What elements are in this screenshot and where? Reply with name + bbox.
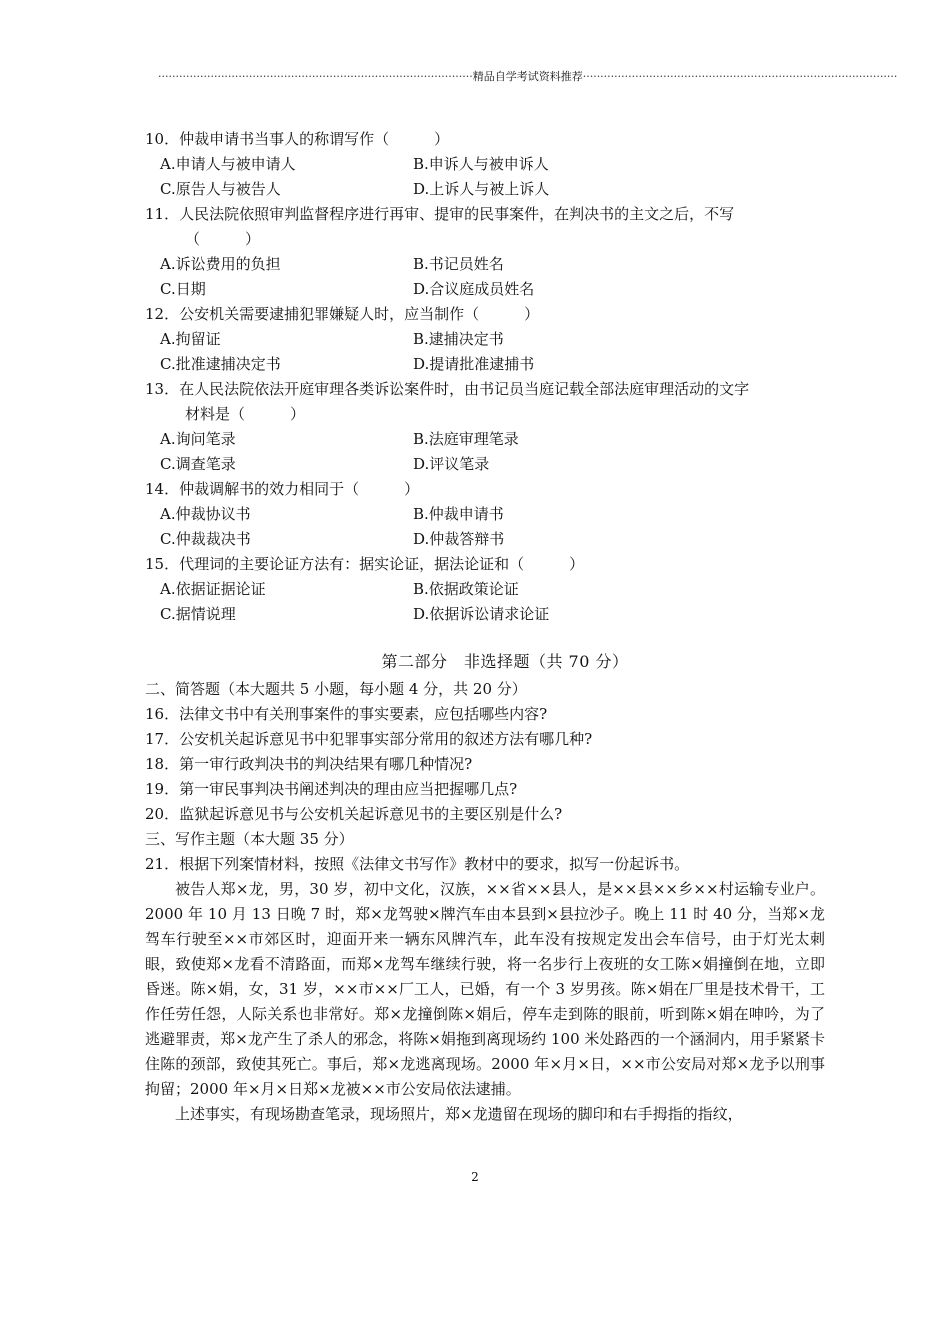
option-c: C.日期 (160, 280, 206, 298)
option-b: B.逮捕决定书 (413, 330, 504, 348)
option-b: B.申诉人与被申诉人 (413, 155, 549, 173)
writing-heading: 三、写作主题（本大题 35 分） (145, 830, 354, 848)
option-c: C.原告人与被告人 (160, 180, 281, 198)
option-a: A.拘留证 (160, 330, 221, 348)
question-stem: 11．人民法院依照审判监督程序进行再审、提审的民事案件，在判决书的主文之后，不写 (145, 205, 735, 223)
evidence-paragraph: 上述事实，有现场勘查笔录，现场照片，郑×龙遗留在现场的脚印和右手拇指的指纹， (175, 1105, 743, 1123)
option-a: A.依据证据论证 (160, 580, 266, 598)
header-dots-right: ·························································································· (582, 70, 898, 83)
part-two-title: 第二部分 非选择题（共 70 分） (381, 652, 629, 671)
question-14 (145, 477, 825, 552)
options-row (145, 602, 825, 627)
option-b: B.依据政策论证 (413, 580, 519, 598)
question-21: 21．根据下列案情材料，按照《法律文书写作》教材中的要求，拟写一份起诉书。 (145, 855, 690, 873)
question-10 (145, 127, 825, 202)
question-stem: 12．公安机关需要逮捕犯罪嫌疑人时，应当制作（ ） (145, 305, 540, 323)
option-c: C.据情说理 (160, 605, 236, 623)
page-number: 2 (471, 1170, 479, 1184)
option-a: A.诉讼费用的负担 (160, 255, 281, 273)
page-header (158, 70, 898, 84)
option-c: C.仲裁裁决书 (160, 530, 251, 548)
option-c: C.批准逮捕决定书 (160, 355, 281, 373)
question-17: 17．公安机关起诉意见书中犯罪事实部分常用的叙述方法有哪几种? (145, 730, 593, 748)
header-dots-left: ·························································································· (158, 70, 473, 83)
option-a: A.申请人与被申请人 (160, 155, 296, 173)
option-c: C.调查笔录 (160, 455, 236, 473)
options-row (145, 577, 825, 602)
question-13 (145, 377, 825, 477)
options-row (145, 327, 825, 352)
options-row (145, 452, 825, 477)
question-18: 18．第一审行政判决书的判决结果有哪几种情况? (145, 755, 473, 773)
options-row (145, 252, 825, 277)
question-11 (145, 202, 825, 302)
question-stem: 10．仲裁申请书当事人的称谓写作（ ） (145, 130, 450, 148)
question-20: 20．监狱起诉意见书与公安机关起诉意见书的主要区别是什么? (145, 805, 563, 823)
option-b: B.书记员姓名 (413, 255, 504, 273)
question-stem: 15．代理词的主要论证方法有：据实论证，据法论证和（ ） (145, 555, 585, 573)
option-b: B.法庭审理笔录 (413, 430, 519, 448)
options-row (145, 152, 825, 177)
option-d: D.提请批准逮捕书 (413, 355, 535, 373)
short-answer-heading: 二、简答题（本大题共 5 小题，每小题 4 分，共 20 分） (145, 680, 527, 698)
options-row (145, 502, 825, 527)
option-d: D.合议庭成员姓名 (413, 280, 535, 298)
question-stem: 14．仲裁调解书的效力相同于（ ） (145, 480, 420, 498)
option-d: D.上诉人与被上诉人 (413, 180, 550, 198)
options-row (145, 177, 825, 202)
option-d: D.评议笔录 (413, 455, 490, 473)
question-19: 19．第一审民事判决书阐述判决的理由应当把握哪几点? (145, 780, 518, 798)
case-material-paragraph: 被告人郑×龙，男，30 岁，初中文化，汉族，××省××县人，是××县××乡××村运输专业户。2000 年 10 月 13 日晚 7 时，郑×龙驾驶×牌汽车由本县到×县拉沙子。晚上 11 时 40 分，当郑×龙驾车行驶至××市郊区时，迎面开来一辆东风牌汽车，此车没有按规定发出会车信号，由于灯光太刺眼，致使郑×龙看不清路面，而郑×龙驾车继续行驶，将一名步行上夜班的女工陈×娟撞倒在地，立即昏迷。陈×娟，女，31 岁，××市××厂工人，已婚，有一个 3 岁男孩。陈×娟在厂里是技术骨干，工作任劳任怨，人际关系也非常好。郑×龙撞倒陈×娟后，停车走到陈的眼前，听到陈×娟在呻吟，为了逃避罪责，郑×龙产生了杀人的邪念，将陈×娟拖到离现场约 100 米处路西的一个涵洞内，用手紧紧卡住陈的颈部，致使其死亡。事后，郑×龙逃离现场。2000 年×月×日，××市公安局对郑×龙予以刑事拘留；2000 年×月×日郑×龙被××市公安局依法逮捕。 (145, 880, 825, 1098)
option-b: B.仲裁申请书 (413, 505, 504, 523)
question-16: 16．法律文书中有关刑事案件的事实要素，应包括哪些内容? (145, 705, 548, 723)
option-a: A.询问笔录 (160, 430, 236, 448)
option-a: A.仲裁协议书 (160, 505, 251, 523)
question-15 (145, 552, 825, 627)
question-stem-continued: 材料是（ ） (185, 405, 306, 423)
option-d: D.依据诉讼请求论证 (413, 605, 550, 623)
options-row (145, 527, 825, 552)
question-12 (145, 302, 825, 377)
document-body (145, 127, 825, 1127)
header-title: 精品自学考试资料推荐 (472, 70, 583, 83)
options-row (145, 352, 825, 377)
options-row (145, 277, 825, 302)
options-row (145, 427, 825, 452)
question-stem-continued: （ ） (185, 230, 261, 248)
question-stem: 13．在人民法院依法开庭审理各类诉讼案件时，由书记员当庭记载全部法庭审理活动的文字 (145, 380, 750, 398)
option-d: D.仲裁答辩书 (413, 530, 505, 548)
